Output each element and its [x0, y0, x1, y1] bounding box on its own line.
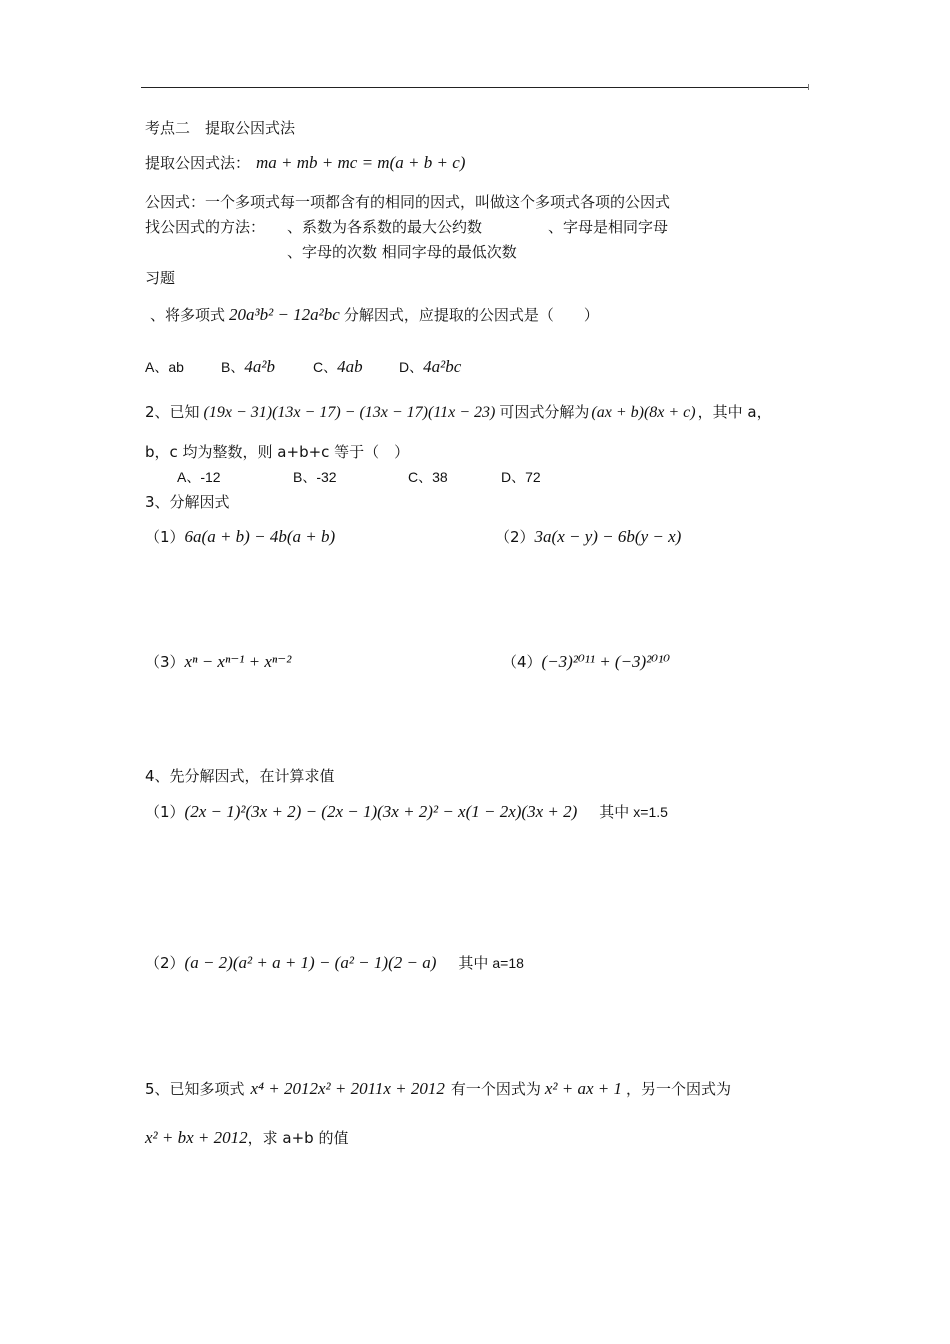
q1-options — [145, 357, 462, 377]
question-2 — [145, 402, 772, 423]
q5-expression: x⁴ + 2012x² + 2011x + 2012 — [250, 1079, 445, 1098]
q4-p2-label: （2） — [145, 954, 185, 972]
definition-line — [145, 153, 465, 173]
q2-expression-2: (ax + b)(8x + c) — [591, 404, 696, 421]
q1-expression: 20a³b² − 12a²bc — [229, 305, 340, 324]
q3-p2-label: （2） — [495, 528, 535, 546]
q5-end: ，求 a+b 的值 — [247, 1129, 349, 1147]
q3-p4-expression: (−3)²⁰¹¹ + (−3)²⁰¹⁰ — [541, 652, 671, 671]
q2-option-d: D、72 — [501, 469, 541, 485]
definition-label: 提取公因式法： — [145, 154, 251, 172]
q3-part-4 — [502, 652, 670, 672]
q2-option-c: C、38 — [408, 469, 448, 485]
q3-p1-label: （1） — [145, 528, 185, 546]
q4-p1-condition-label: 其中 — [599, 803, 630, 821]
q5-expression-3: x² + bx + 2012 — [145, 1128, 248, 1147]
question-1 — [150, 305, 599, 325]
section-title: 考点二 提取公因式法 — [145, 119, 296, 137]
q4-p2-condition: a=18 — [492, 955, 524, 971]
q3-part-3 — [145, 652, 291, 672]
q1-prefix: 、将多项式 — [150, 306, 226, 324]
common-factor-definition: 公因式：一个多项式每一项都含有的相同的因式，叫做这个多项式各项的公因式 — [145, 193, 671, 211]
definition-formula: ma + mb + mc = m(a + b + c) — [256, 153, 466, 172]
method-item-2: 、字母是相同字母 — [548, 218, 669, 236]
q2-expression: (19x − 31)(13x − 17) − (13x − 17)(11x − 23) — [203, 404, 496, 421]
q4-p2-expression: (a − 2)(a² + a + 1) − (a² − 1)(2 − a) — [184, 953, 437, 972]
method-item-1: 、系数为各系数的最大公约数 — [287, 218, 483, 236]
header-rule — [141, 87, 808, 88]
q2-line-2: b，c 均为整数，则 a+b+c 等于（ ） — [145, 443, 410, 461]
q5-expression-2: x² + ax + 1 — [544, 1079, 622, 1098]
q3-p2-expression: 3a(x − y) − 6b(y − x) — [534, 527, 682, 546]
q1-option-b: B、4a²b — [221, 357, 275, 376]
method-line — [145, 217, 669, 237]
q4-p1-condition: x=1.5 — [633, 804, 668, 820]
q3-p1-expression: 6a(a + b) − 4b(a + b) — [184, 527, 336, 546]
q2-suffix: ，其中 a， — [697, 403, 772, 421]
q1-option-a: A、ab — [145, 359, 184, 375]
question-5 — [145, 1079, 731, 1099]
q5-suffix: ，另一个因式为 — [626, 1080, 732, 1098]
q3-part-1 — [145, 527, 335, 547]
q4-part-1 — [145, 802, 668, 822]
q5-prefix: 5、已知多项式 — [145, 1080, 245, 1098]
q3-heading: 3、分解因式 — [145, 493, 230, 511]
method-item-3: 、字母的次数 相同字母的最低次数 — [287, 243, 517, 261]
q5-line-2 — [145, 1128, 348, 1148]
q2-middle: 可因式分解为 — [499, 403, 590, 421]
q2-options — [177, 467, 541, 487]
q4-p2-condition-label: 其中 — [458, 954, 489, 972]
q5-middle: 有一个因式为 — [450, 1080, 541, 1098]
q4-p1-expression: (2x − 1)²(3x + 2) − (2x − 1)(3x + 2)² − x(1 − 2x)(3x + 2) — [184, 802, 578, 821]
q1-option-d: D、4a²bc — [399, 357, 462, 376]
header-rule-tick — [808, 84, 809, 90]
q3-p3-expression: xⁿ − xⁿ⁻¹ + xⁿ⁻² — [184, 652, 292, 671]
q4-p1-label: （1） — [145, 803, 185, 821]
q2-prefix: 2、已知 — [145, 403, 200, 421]
q1-option-c: C、4ab — [313, 357, 363, 376]
q3-p4-label: （4） — [502, 653, 542, 671]
exercises-heading: 习题 — [145, 269, 176, 287]
q1-suffix: 分解因式，应提取的公因式是（ ） — [343, 306, 599, 324]
method-label: 找公因式的方法： — [145, 218, 266, 236]
q3-part-2 — [495, 527, 681, 547]
q4-heading: 4、先分解因式，在计算求值 — [145, 767, 335, 785]
q2-option-b: B、-32 — [293, 469, 337, 485]
q3-p3-label: （3） — [145, 653, 185, 671]
q4-part-2 — [145, 953, 524, 973]
q2-option-a: A、-12 — [177, 469, 221, 485]
